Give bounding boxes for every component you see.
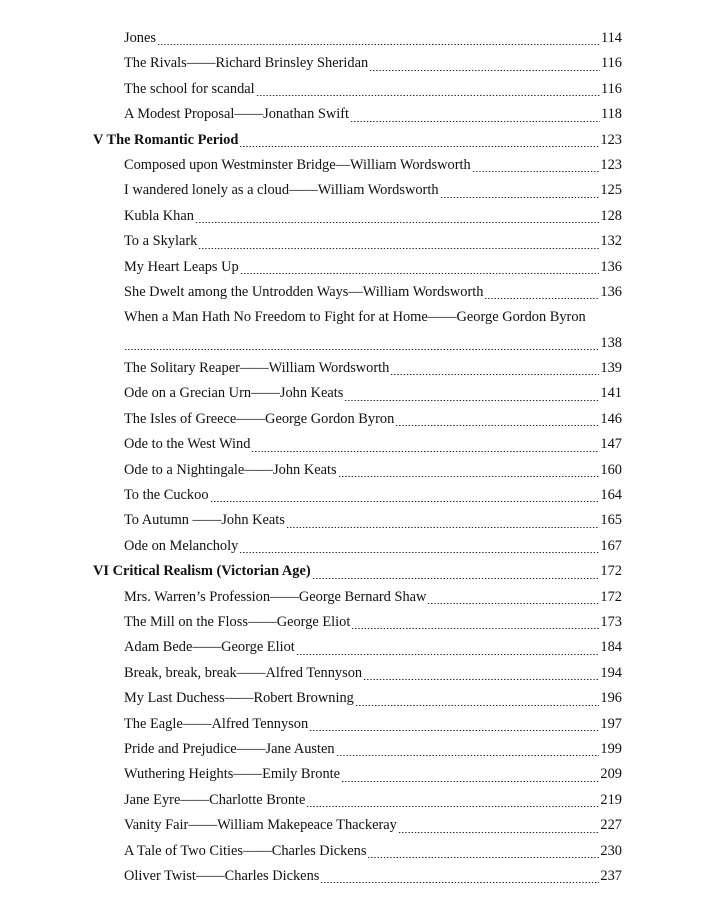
- toc-entry-title: Ode to a Nightingale——John Keats: [124, 461, 337, 478]
- toc-entry-title: Jane Eyre——Charlotte Bronte: [124, 791, 306, 808]
- dot-leader: [350, 121, 600, 122]
- toc-entry-title: The Solitary Reaper——William Wordsworth: [124, 360, 390, 377]
- toc-entry-page: 146: [600, 410, 622, 427]
- dot-leader: [239, 552, 599, 553]
- toc-entry-title: Vanity Fair——William Makepeace Thackeray: [124, 817, 397, 834]
- toc-entry-title: When a Man Hath No Freedom to Fight for at Home——George Gordon Byron: [124, 309, 586, 326]
- toc-entry-page: 164: [600, 487, 622, 504]
- toc-entry-page: 199: [600, 740, 622, 757]
- toc-entry-page: 184: [600, 639, 622, 656]
- toc-section-title: VI Critical Realism (Victorian Age): [93, 563, 311, 580]
- toc-entry[interactable]: [0, 839, 622, 864]
- toc-entry[interactable]: [0, 204, 622, 229]
- toc-entry-title: The Rivals——Richard Brinsley Sheridan: [124, 55, 369, 72]
- dot-leader: [256, 95, 600, 96]
- dot-leader: [124, 349, 599, 350]
- toc-entry-title: The school for scandal: [124, 80, 255, 97]
- dot-leader: [344, 400, 599, 401]
- toc-entry-title: Oliver Twist——Charles Dickens: [124, 867, 320, 884]
- toc-entry-page: 125: [600, 182, 622, 199]
- dot-leader: [286, 527, 600, 528]
- toc-entry-page: 138: [600, 334, 622, 351]
- toc-entry-page: 132: [600, 233, 622, 250]
- toc-section-title: V The Romantic Period: [93, 131, 239, 148]
- toc-entry[interactable]: [0, 585, 622, 610]
- toc-entry-title: I wandered lonely as a cloud——William Wordsworth: [124, 182, 439, 199]
- toc-entry-page: 136: [600, 283, 622, 300]
- toc-entry[interactable]: [0, 788, 622, 813]
- toc-entry-page: 128: [600, 207, 622, 224]
- toc-entry-title: To Autumn ——John Keats: [124, 512, 285, 529]
- toc-entry[interactable]: [0, 26, 622, 51]
- toc-entry-page: 219: [600, 791, 622, 808]
- toc-entry[interactable]: [0, 712, 622, 737]
- dot-leader: [355, 705, 600, 706]
- toc-entry-title: Adam Bede——George Eliot: [124, 639, 295, 656]
- toc-entry[interactable]: [0, 813, 622, 838]
- toc-entry[interactable]: [0, 864, 622, 889]
- toc-entry-title: To a Skylark: [124, 233, 198, 250]
- dot-leader: [390, 374, 599, 375]
- toc-entry-title: Ode on Melancholy: [124, 537, 239, 554]
- dot-leader: [240, 273, 600, 274]
- dot-leader: [338, 476, 600, 477]
- toc-entry-page: 123: [600, 156, 622, 173]
- toc-entry[interactable]: [0, 534, 622, 559]
- toc-entry-title: A Tale of Two Cities——Charles Dickens: [124, 842, 367, 859]
- table-of-contents: [0, 26, 709, 889]
- toc-entry-title: Kubla Khan: [124, 207, 194, 224]
- dot-leader: [472, 171, 600, 172]
- toc-entry-page: 167: [600, 537, 622, 554]
- toc-entry[interactable]: [0, 458, 622, 483]
- toc-section-heading[interactable]: [0, 128, 622, 153]
- toc-entry[interactable]: [0, 305, 622, 356]
- dot-leader: [341, 781, 599, 782]
- toc-entry[interactable]: [0, 102, 622, 127]
- dot-leader: [363, 679, 599, 680]
- toc-section-heading[interactable]: [0, 559, 622, 584]
- toc-entry[interactable]: [0, 356, 622, 381]
- toc-entry-page: 147: [600, 436, 622, 453]
- toc-entry-page: 114: [600, 30, 622, 46]
- toc-entry-page: 209: [600, 766, 622, 783]
- toc-entry-title: My Last Duchess——Robert Browning: [124, 690, 354, 707]
- toc-entry[interactable]: [0, 229, 622, 254]
- dot-leader: [351, 628, 599, 629]
- toc-entry[interactable]: [0, 686, 622, 711]
- toc-entry-title: She Dwelt among the Untrodden Ways—William Wordsworth: [124, 283, 484, 300]
- dot-leader: [369, 70, 600, 71]
- toc-entry[interactable]: [0, 737, 622, 762]
- toc-entry-page: 160: [600, 461, 622, 478]
- toc-entry-title: My Heart Leaps Up: [124, 258, 239, 275]
- toc-entry[interactable]: [0, 255, 622, 280]
- dot-leader: [195, 222, 599, 223]
- toc-entry[interactable]: [0, 508, 622, 533]
- toc-entry[interactable]: [0, 407, 622, 432]
- toc-entry-page: 227: [600, 817, 622, 834]
- toc-entry-title: The Eagle——Alfred Tennyson: [124, 715, 309, 732]
- toc-entry-page: 197: [600, 715, 622, 732]
- toc-entry[interactable]: [0, 381, 622, 406]
- toc-entry-leader-line: [124, 331, 622, 356]
- toc-entry-title: Composed upon Westminster Bridge—William Wordsworth: [124, 156, 471, 173]
- toc-entry-title: Pride and Prejudice——Jane Austen: [124, 740, 335, 757]
- toc-entry[interactable]: [0, 280, 622, 305]
- toc-entry-title: Mrs. Warren’s Profession——George Bernard Shaw: [124, 588, 427, 605]
- toc-entry-page: 172: [600, 588, 622, 605]
- toc-entry-page: 237: [600, 867, 622, 884]
- toc-entry[interactable]: [0, 483, 622, 508]
- toc-entry-page: 116: [600, 55, 622, 72]
- dot-leader: [440, 197, 600, 198]
- dot-leader: [296, 654, 600, 655]
- toc-entry[interactable]: [0, 432, 622, 457]
- dot-leader: [367, 857, 599, 858]
- toc-entry-title: Break, break, break——Alfred Tennyson: [124, 664, 363, 681]
- toc-entry-page: 173: [600, 614, 622, 630]
- dot-leader: [210, 501, 600, 502]
- toc-entry-page: 139: [600, 360, 622, 377]
- dot-leader: [398, 832, 600, 833]
- dot-leader: [239, 146, 599, 147]
- toc-entry-page: 172: [600, 563, 622, 580]
- toc-entry[interactable]: [0, 178, 622, 203]
- toc-entry[interactable]: [0, 77, 622, 102]
- toc-entry-page: 196: [600, 690, 622, 707]
- toc-entry-title: The Isles of Greece——George Gordon Byron: [124, 410, 395, 427]
- dot-leader: [320, 882, 599, 883]
- toc-entry[interactable]: [0, 661, 622, 686]
- toc-entry[interactable]: [0, 153, 622, 178]
- toc-entry-title: Wuthering Heights——Emily Bronte: [124, 766, 341, 783]
- toc-entry-page: 136: [600, 258, 622, 275]
- dot-leader: [312, 578, 600, 579]
- dot-leader: [157, 44, 600, 45]
- toc-entry-page: 123: [600, 131, 622, 148]
- toc-entry-page: 194: [600, 664, 622, 681]
- dot-leader: [198, 248, 599, 249]
- toc-entry-page: 118: [600, 106, 622, 123]
- dot-leader: [336, 755, 600, 756]
- toc-entry[interactable]: [0, 635, 622, 660]
- toc-entry-title: Jones: [124, 30, 156, 46]
- dot-leader: [395, 425, 599, 426]
- dot-leader: [484, 298, 599, 299]
- toc-entry-page: 116: [600, 80, 622, 97]
- toc-entry[interactable]: [0, 762, 622, 787]
- toc-entry-page: 165: [600, 512, 622, 529]
- toc-entry[interactable]: [0, 51, 622, 76]
- toc-entry-page: 230: [600, 842, 622, 859]
- toc-entry-title: Ode to the West Wind: [124, 436, 251, 453]
- dot-leader: [427, 603, 599, 604]
- toc-entry-title: The Mill on the Floss——George Eliot: [124, 614, 351, 630]
- dot-leader: [309, 730, 599, 731]
- toc-entry[interactable]: [0, 610, 622, 635]
- toc-entry-page: 141: [600, 385, 622, 402]
- dot-leader: [306, 806, 599, 807]
- toc-entry-title: A Modest Proposal——Jonathan Swift: [124, 106, 350, 123]
- dot-leader: [251, 451, 599, 452]
- toc-entry-title: To the Cuckoo: [124, 487, 209, 504]
- toc-entry-title: Ode on a Grecian Urn——John Keats: [124, 385, 344, 402]
